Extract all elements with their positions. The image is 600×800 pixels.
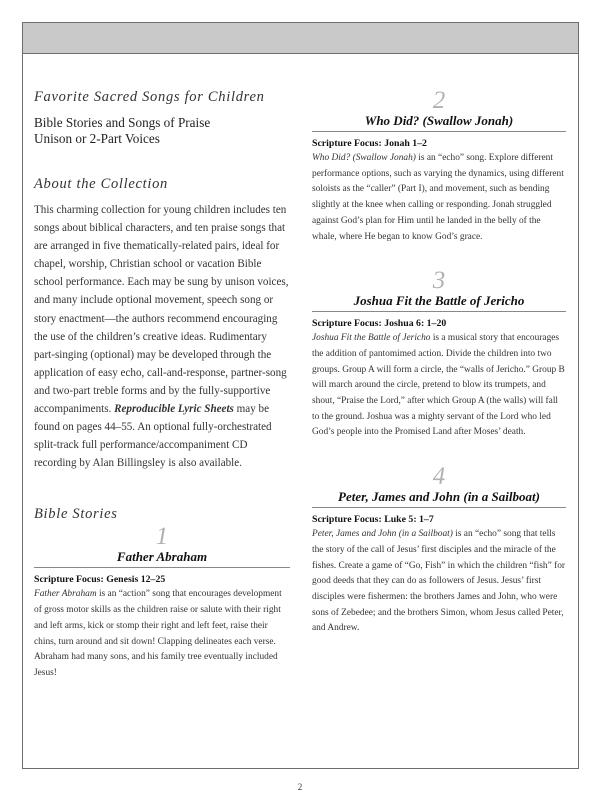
song-italic-title: Joshua Fit the Battle of Jericho xyxy=(312,333,431,344)
song-description-text: is a musical story that encourages the addition of pantomimed action. Divide the children into two groups. Group A will form a circle, the “walls of Jericho.” Group B will march around the circle, pretend to blow its trumpets, and shout, “Praise the Lord,” after which Group A (the walls) will fall to the ground. Joshua was a mighty servant of the Lord who led God’s people into the Promised Land after Moses’ death. xyxy=(312,333,565,438)
song-description xyxy=(312,331,566,441)
song-3 xyxy=(312,269,566,441)
song-number: 3 xyxy=(432,267,446,295)
song-title: Who Did? (Swallow Jonah) xyxy=(312,113,566,132)
page-frame xyxy=(22,22,579,769)
song-title: Joshua Fit the Battle of Jericho xyxy=(312,293,566,312)
song-italic-title: Peter, James and John (in a Sailboat) xyxy=(312,529,453,540)
song-title: Father Abraham xyxy=(34,549,290,568)
scripture-focus: Scripture Focus: Joshua 6: 1–20 xyxy=(312,318,447,330)
subtitle-1: Bible Stories and Songs of Praise xyxy=(34,115,211,130)
scripture-focus: Scripture Focus: Genesis 12–25 xyxy=(34,574,166,586)
song-description xyxy=(34,587,290,681)
lyric-sheets-label: Reproducible Lyric Sheets xyxy=(114,403,234,416)
song-italic-title: Father Abraham xyxy=(34,589,97,600)
song-italic-title: Who Did? (Swallow Jonah) xyxy=(312,153,416,163)
about-text-2: may be found on pages 44–55. An optional fully-orchestrated split-track full performance/accompaniment CD recording by Alan Billingsley is also available. xyxy=(34,403,272,470)
song-description-text: is an “echo” song that tells the story of the call of Jesus’ first disciples and the miracle of the fishes. Create a game of “Go, Fish” in which the children “fish” for good deeds that they can do as followers of Jesus. Jesus’ first disciples were fishermen: the brothers James and John, who were sons of Zebedee; and the brothers Simon, whom Jesus called Peter, and Andrew. xyxy=(312,529,566,634)
about-text xyxy=(34,201,290,472)
song-description xyxy=(312,527,566,637)
song-number: 2 xyxy=(432,87,446,114)
song-2 xyxy=(312,89,566,245)
song-title: Peter, James and John (in a Sailboat) xyxy=(312,489,566,508)
scripture-focus: Scripture Focus: Luke 5: 1–7 xyxy=(312,514,434,526)
bible-stories-heading: Bible Stories xyxy=(34,506,118,523)
about-heading: About the Collection xyxy=(34,176,169,192)
header-bar xyxy=(23,23,578,54)
about-text-1: This charming collection for young children includes ten songs about biblical characters, and ten praise songs that are arranged in five thematically-related pairs, ideal for chapel, worship, Christian school or vacation Bible school performance. Each may be sung by unison voices, and many include optional movement, speech song or story enactment—the authors recommend encouraging the use of the children’s creative ideas. Rudimentary part-singing (optional) may be developed through the application of easy echo, call-and-response, partner-song and two-part treble forms and by the fully-supportive accompaniments. xyxy=(34,204,289,416)
subtitle-2: Unison or 2-Part Voices xyxy=(34,131,160,146)
song-number: 1 xyxy=(155,523,169,551)
song-description xyxy=(312,151,566,245)
song-1 xyxy=(34,525,290,681)
song-description-text: is an “action” song that encourages development of gross motor skills as the children raise or salute with their right and left arms, kick or stomp their right and left feet, raise their chins, turn around and sit down! Clapping delineates each verse. Abraham had many sons, and his family tree eventually included Jesus! xyxy=(34,589,282,678)
song-number: 4 xyxy=(432,463,446,491)
left-column xyxy=(34,89,290,682)
song-4 xyxy=(312,465,566,637)
song-description-text: is an “echo” song. Explore different performance options, such as varying the dynamics, using different soloists as the “caller” (Part I), and movement, such as bending slightly at the knee when calling or responding. Jonah struggled against God’s plan for Him until he landed in the belly of the whale, where He began to know God’s grace. xyxy=(312,153,564,242)
series-title: Favorite Sacred Songs for Children xyxy=(34,89,265,105)
page-number: 2 xyxy=(297,782,303,792)
scripture-focus: Scripture Focus: Jonah 1–2 xyxy=(312,138,427,149)
right-column xyxy=(312,89,566,637)
